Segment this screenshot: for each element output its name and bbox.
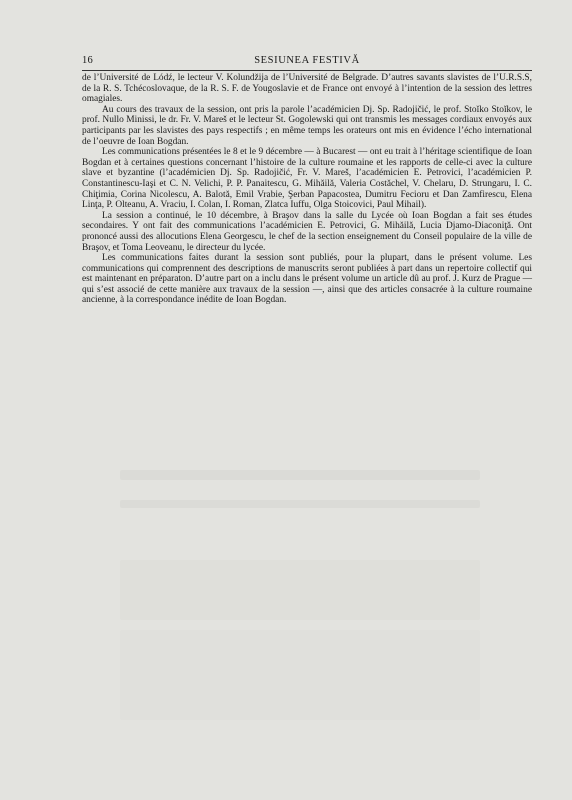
- show-through-shadow: [120, 500, 480, 508]
- body-text: [82, 73, 532, 306]
- paragraph-4: La session a continué, le 10 décembre, à Braşov dans la salle du Lycée où Ioan Bogdan a fait ses études secondaires. Y ont fait des communications l’académicien E. Petrovici, G. Mihăilă, Lucia Djamo-Diaconiţă. Ont prononcé aussi des allocutions Elena Georgescu, le chef de la section enseignement du Conseil populaire de la ville de Braşov, et Toma Leoveanu, le directeur du lycée.: [82, 210, 532, 253]
- show-through-shadow: [120, 630, 480, 720]
- show-through-shadow: [120, 560, 480, 620]
- running-title: SESIUNEA FESTIVĂ: [254, 55, 360, 66]
- paragraph-3: Les communications présentées le 8 et le 9 décembre — à Bucarest — ont eu trait à l’héritage scientifique de Ioan Bogdan et à certaines questions concernant l’histoire de la culture roumaine et les rapports de celle-ci avec la culture slave et byzantine (l’académicien Dj. Sp. Radojičić, Fr. V. Mareš, l’académicien E. Petrovici, l’académicien P. Constantinescu-Iaşi et C. N. Velichi, P. P. Panaitescu, G. Mihăilă, Valeria Costăchel, V. Chelaru, D. Strungaru, I. C. Chiţimia, Corina Nicolescu, A. Balotă, Emil Vrabie, Şerban Papacostea, Dumitru Fecioru et Dan Zamfirescu, Elena Linţa, P. Olteanu, A. Vraciu, I. Colan, I. Roman, Zlatca Iuffu, Olga Stoicovici, Paul Mihail).: [82, 147, 532, 211]
- paragraph-2: Au cours des travaux de la session, ont pris la parole l’académicien Dj. Sp. Radojičić, le prof. Stoĭko Stoĭkov, le prof. Nullo Minissi, le dr. Fr. V. Mareš et le lecteur St. Gogolewski qui ont transmis les messages cordiaux envoyés aux participants par les slavistes des pays respectifs ; en même temps les orateurs ont mis en évidence l’écho international de l’oeuvre de Ioan Bogdan.: [82, 104, 532, 147]
- running-head: [82, 55, 532, 69]
- header-rule: [82, 70, 532, 71]
- paragraph-5: Les communications faites durant la session sont publiés, pour la plupart, dans le présent volume. Les communications qui comprennent des descriptions de manuscrits seront publiées à part dans un repertoire collectif qui est maintenant en préparaton. D’autre part on a inclu dans le présent volume un article dû au prof. J. Kurz de Prague — qui s’est associé de cette manière aux travaux de la session —, ainsi que des articles consacrée à la culture roumaine ancienne, à la correspondance inédite de Ioan Bogdan.: [82, 253, 532, 306]
- show-through-shadow: [120, 470, 480, 480]
- page-number: 16: [82, 55, 94, 66]
- paragraph-1: de l’Université de Lódź, le lecteur V. Kolundžija de l’Université de Belgrade. D’autres savants slavistes de l’U.R.S.S, de la R. S. Tchécoslovaque, de la R. S. F. de Yougoslavie et de France ont envoyé à l’intention de la session des lettres omagiales.: [82, 73, 532, 105]
